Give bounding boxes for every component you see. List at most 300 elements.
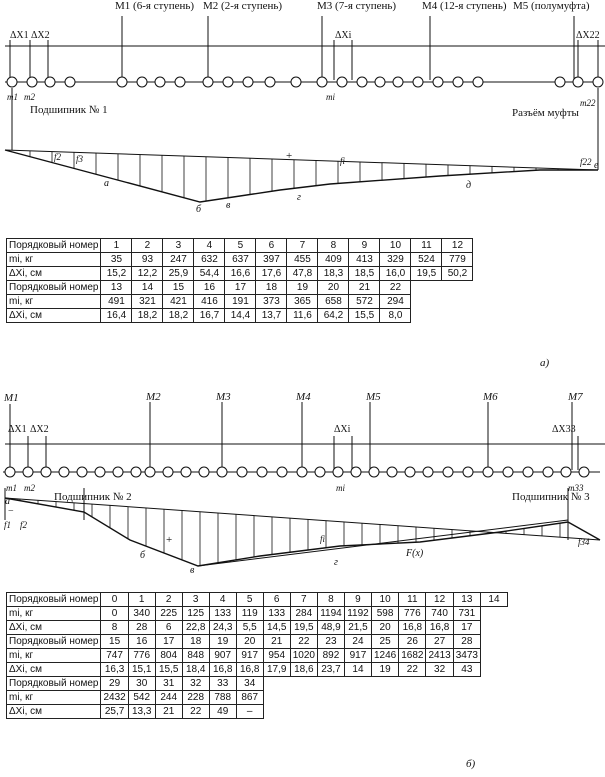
table-cell: 572 [349,295,380,309]
mass-label-a-2: m2 [24,92,35,102]
table-cell: 93 [132,253,163,267]
mass-row-label: mi, кг [7,691,101,705]
table-cell: 3473 [453,649,480,663]
mass-node [523,467,533,477]
table-cell: 15 [163,281,194,295]
mass-node [291,77,301,87]
table-cell: 15,5 [349,309,380,323]
mass-node [579,467,589,477]
table-cell: 225 [155,607,182,621]
table-cell: 16,4 [101,309,132,323]
table-cell: 18,3 [318,267,349,281]
table-cell: 658 [318,295,349,309]
table-cell: 22 [290,635,317,649]
table-cell: 13 [453,593,480,607]
f-label-a-3: f3 [76,154,84,164]
moment-label-b-3: M3 [216,391,231,403]
table-cell: 228 [182,691,209,705]
table-cell: 740 [426,607,453,621]
table-cell: 14 [344,663,371,677]
table-cell: 365 [287,295,318,309]
table-cell: 31 [155,677,182,691]
table-cell: 0 [101,607,128,621]
table-cell: 632 [194,253,225,267]
moment-label-b-6: M6 [483,391,498,403]
table-cell: 14,4 [225,309,256,323]
delta-label-b-33: ΔX33 [552,424,576,435]
table-cell: 340 [128,607,155,621]
table-cell: 12 [442,239,473,253]
table-cell: 21 [349,281,380,295]
mass-label-b-2: m2 [24,483,35,493]
table-cell: 23 [317,635,344,649]
table-cell: 1246 [371,649,398,663]
delta-row [7,621,508,635]
table-cell: 49 [209,705,236,719]
table-cell: 329 [380,253,411,267]
table-cell: 284 [290,607,317,621]
table-cell: 15,5 [155,663,182,677]
mass-node [5,467,15,477]
table-cell: 491 [101,295,132,309]
plus-sign-b: + [166,534,173,546]
mass-node [223,77,233,87]
mass-node [463,467,473,477]
delta-row-label: ΔXi, см [7,663,101,677]
table-cell: 43 [453,663,480,677]
number-row [7,677,508,691]
mass-node [393,77,403,87]
mass-node [23,467,33,477]
table-cell: 247 [163,253,194,267]
table-cell: 125 [182,607,209,621]
table-cell: 16,8 [399,621,426,635]
table-cell: 892 [317,649,344,663]
delta-row-label: ΔXi, см [7,705,101,719]
table-cell: 8 [317,593,344,607]
table-cell: 14 [132,281,163,295]
table-cell: 8 [101,621,128,635]
table-cell: 2 [132,239,163,253]
mass-node [375,77,385,87]
number-row-label: Порядковый номер [7,239,101,253]
f-label-a-2: f2 [54,152,62,162]
table-cell: 18,2 [163,309,194,323]
table-cell: 22 [182,705,209,719]
number-row-label: Порядковый номер [7,635,101,649]
table-cell: 7 [290,593,317,607]
table-cell: 33 [209,677,236,691]
table-cell: 409 [318,253,349,267]
table-cell: 22 [380,281,411,295]
point-label-b-b: б [140,550,146,561]
table-cell: 17,9 [263,663,290,677]
mass-row [7,649,508,663]
moment-label-b-1: M1 [4,392,19,404]
table-cell: 119 [236,607,263,621]
mass-node [443,467,453,477]
mass-node [405,467,415,477]
table-cell: 25,9 [163,267,194,281]
f-label-b-34: f34 [578,537,590,547]
table-cell: 22 [399,663,426,677]
number-row [7,239,473,253]
moment-label-a-4: M4 (12-я ступень) [422,0,507,12]
mass-table-b [6,592,508,719]
table-cell: 455 [287,253,318,267]
bearing-label-b-2: Подшипник № 2 [54,491,132,503]
table-cell: 11 [411,239,442,253]
table-cell: 917 [344,649,371,663]
table-cell: 4 [209,593,236,607]
delta-row-label: ΔXi, см [7,267,101,281]
mass-node [423,467,433,477]
table-cell: 34 [236,677,263,691]
table-cell: 1 [101,239,132,253]
mass-row [7,607,508,621]
mass-node [113,467,123,477]
table-cell: 17 [155,635,182,649]
table-cell: 413 [349,253,380,267]
table-cell: 4 [194,239,225,253]
table-cell: 32 [182,677,209,691]
mass-node [473,77,483,87]
mass-node [175,77,185,87]
bearing-label-b-3: Подшипник № 3 [512,491,590,503]
table-cell: 191 [225,295,256,309]
table-cell: 19,5 [290,621,317,635]
mass-node [561,467,571,477]
delta-row-label: ΔXi, см [7,309,101,323]
point-label-b-g: г [334,557,338,568]
mass-label-b-i: mi [336,483,345,493]
mass-node [433,77,443,87]
mass-node [387,467,397,477]
table-cell: 5,5 [236,621,263,635]
table-cell: 18 [182,635,209,649]
delta-label-a-2: ΔX2 [31,30,50,41]
table-cell: 21,5 [344,621,371,635]
number-row-label: Порядковый номер [7,281,101,295]
mass-node [277,467,287,477]
table-cell: 2413 [426,649,453,663]
mass-node [145,467,155,477]
moment-label-b-7: M7 [568,391,583,403]
mass-row-label: mi, кг [7,607,101,621]
table-cell: 48,9 [317,621,344,635]
table-cell: 32 [426,663,453,677]
mass-node [593,77,603,87]
mass-node [543,467,553,477]
point-label-a-d: д [466,180,472,191]
table-cell: 867 [236,691,263,705]
table-cell: 542 [128,691,155,705]
moment-label-b-5: M5 [366,391,381,403]
table-cell: 776 [399,607,426,621]
table-cell: 1682 [399,649,426,663]
mass-node [555,77,565,87]
table-cell: 12,2 [132,267,163,281]
coupling-label-a: Разъём муфты [512,107,579,119]
moment-label-a-1: M1 (6-я ступень) [115,0,195,12]
table-cell: 244 [155,691,182,705]
mass-row-label: mi, кг [7,253,101,267]
table-cell: 19 [287,281,318,295]
mass-node [59,467,69,477]
delta-label-b-i: ΔXi [334,424,351,435]
mass-node [337,77,347,87]
table-cell: 21 [263,635,290,649]
mass-node [369,467,379,477]
table-cell: 321 [132,295,163,309]
mass-node [137,77,147,87]
point-label-a-e: е [594,160,599,171]
table-cell: 16,3 [101,663,128,677]
table-cell: 133 [209,607,236,621]
table-cell: 64,2 [318,309,349,323]
table-cell: 2432 [101,691,128,705]
mass-node [357,77,367,87]
bearing-label-a: Подшипник № 1 [30,104,108,116]
mass-node [7,77,17,87]
mass-node [41,467,51,477]
mass-node [573,77,583,87]
mass-label-a-i: mi [326,92,335,102]
mass-node [413,77,423,87]
table-cell: 35 [101,253,132,267]
mass-node [317,77,327,87]
table-cell: 2 [155,593,182,607]
mass-node [503,467,513,477]
minus-sign-b: − [8,506,14,517]
table-cell: 16,8 [426,621,453,635]
mass-node [27,77,37,87]
moment-label-b-2: M2 [146,391,161,403]
moment-label-a-2: M2 (2-я ступень) [203,0,283,12]
mass-node [453,77,463,87]
mass-table-a [6,238,473,323]
number-row [7,593,508,607]
table-cell: 18,2 [132,309,163,323]
table-cell: 16 [128,635,155,649]
table-cell: 16,6 [225,267,256,281]
caption-a: а) [540,357,550,369]
mass-row [7,691,508,705]
mass-node [483,467,493,477]
delta-row [7,663,508,677]
moment-label-b-4: M4 [296,391,311,403]
table-cell: 917 [236,649,263,663]
table-cell: 3 [163,239,194,253]
mass-node [95,467,105,477]
table-cell: 954 [263,649,290,663]
point-label-a-g: г [297,192,301,203]
table-cell: 15,1 [128,663,155,677]
table-cell: 804 [155,649,182,663]
table-cell: 20 [318,281,349,295]
table-cell: 8 [318,239,349,253]
delta-label-a-22: ΔX22 [576,30,600,41]
mass-node [77,467,87,477]
table-cell: 7 [287,239,318,253]
table-cell: 15 [101,635,128,649]
table-cell: 19 [209,635,236,649]
mass-node [199,467,209,477]
table-cell: 20 [371,621,398,635]
mass-label-b-1: m1 [6,483,17,493]
table-cell: 47,8 [287,267,318,281]
mass-label-b-33: m33 [568,483,584,493]
table-cell: 9 [349,239,380,253]
table-cell: 731 [453,607,480,621]
delta-label-b-1: ΔX1 [8,424,27,435]
table-cell: 1020 [290,649,317,663]
table-cell: 788 [209,691,236,705]
table-cell: 294 [380,295,411,309]
table-cell: 25,7 [101,705,128,719]
point-label-a-v: в [226,200,231,211]
table-cell: 26 [399,635,426,649]
delta-label-b-2: ΔX2 [30,424,49,435]
table-cell: 17,6 [256,267,287,281]
table-cell: 13,7 [256,309,287,323]
table-cell: 16,0 [380,267,411,281]
table-cell: 19 [371,663,398,677]
mass-node [117,77,127,87]
table-cell: 17 [453,621,480,635]
plus-sign-a: + [286,150,293,162]
mass-row-label: mi, кг [7,295,101,309]
table-cell: 13 [101,281,132,295]
table-cell: 15,2 [101,267,132,281]
table-cell: 16,8 [236,663,263,677]
table-cell: 16,7 [194,309,225,323]
table-cell: 28 [453,635,480,649]
table-cell: 524 [411,253,442,267]
point-label-a-a: а [104,178,109,189]
table-cell: 11,6 [287,309,318,323]
table-cell: 19,5 [411,267,442,281]
mass-node [315,467,325,477]
mass-row [7,253,473,267]
table-cell: 24,3 [209,621,236,635]
table-cell: 13,3 [128,705,155,719]
mass-row-label: mi, кг [7,649,101,663]
number-row [7,281,473,295]
table-cell: 5 [225,239,256,253]
delta-row [7,705,508,719]
table-cell: 10 [371,593,398,607]
delta-row [7,309,473,323]
table-cell: 28 [128,621,155,635]
f-label-a-22: f22 [580,157,592,167]
mass-node [243,77,253,87]
number-row-label: Порядковый номер [7,677,101,691]
mass-node [45,77,55,87]
table-cell: 11 [399,593,426,607]
table-cell: 20 [236,635,263,649]
moment-label-a-5: M5 (полумуфта) [513,0,590,12]
table-cell: 21 [155,705,182,719]
table-cell: 637 [225,253,256,267]
delta-label-a-i: ΔXi [335,30,352,41]
table-cell: 598 [371,607,398,621]
table-cell: 1192 [344,607,371,621]
table-cell: 6 [256,239,287,253]
table-cell: 397 [256,253,287,267]
table-cell: 5 [236,593,263,607]
table-cell: 9 [344,593,371,607]
mass-node [131,467,141,477]
mass-node [203,77,213,87]
table-cell: 18,4 [182,663,209,677]
table-cell: 23,7 [317,663,344,677]
table-cell: 14,5 [263,621,290,635]
curve-label-b: F(x) [406,548,424,559]
table-cell: 18 [256,281,287,295]
table-cell: 6 [263,593,290,607]
table-cell: – [236,705,263,719]
number-row [7,635,508,649]
table-cell: 776 [128,649,155,663]
table-cell: 747 [101,649,128,663]
mass-node [217,467,227,477]
mass-node [181,467,191,477]
table-cell: 17 [225,281,256,295]
table-cell: 18,5 [349,267,380,281]
table-cell: 133 [263,607,290,621]
mass-node [65,77,75,87]
mass-node [237,467,247,477]
table-cell: 6 [155,621,182,635]
table-cell: 50,2 [442,267,473,281]
table-cell: 16 [194,281,225,295]
delta-row-label: ΔXi, см [7,621,101,635]
f-label-b-2: f2 [20,520,28,530]
mass-row [7,295,473,309]
table-cell: 54,4 [194,267,225,281]
table-cell: 421 [163,295,194,309]
caption-b: б) [466,758,476,770]
mass-node [351,467,361,477]
table-cell: 1 [128,593,155,607]
table-cell: 25 [371,635,398,649]
mass-label-a-1: m1 [7,92,18,102]
number-row-label: Порядковый номер [7,593,101,607]
table-cell: 27 [426,635,453,649]
table-cell: 30 [128,677,155,691]
moment-label-a-3: M3 (7-я ступень) [317,0,397,12]
mass-node [333,467,343,477]
table-cell: 10 [380,239,411,253]
table-cell: 22,8 [182,621,209,635]
shaft-diagram-b [0,380,605,580]
mass-node [155,77,165,87]
table-cell: 1194 [317,607,344,621]
table-cell: 416 [194,295,225,309]
table-cell: 12 [426,593,453,607]
f-label-a-i: fi [340,156,346,166]
point-label-b-a: а [5,496,10,507]
table-cell: 373 [256,295,287,309]
table-cell: 8,0 [380,309,411,323]
table-cell: 779 [442,253,473,267]
table-cell: 3 [182,593,209,607]
delta-label-a-1: ΔX1 [10,30,29,41]
mass-node [163,467,173,477]
table-cell: 848 [182,649,209,663]
point-label-b-v: в [190,565,195,576]
